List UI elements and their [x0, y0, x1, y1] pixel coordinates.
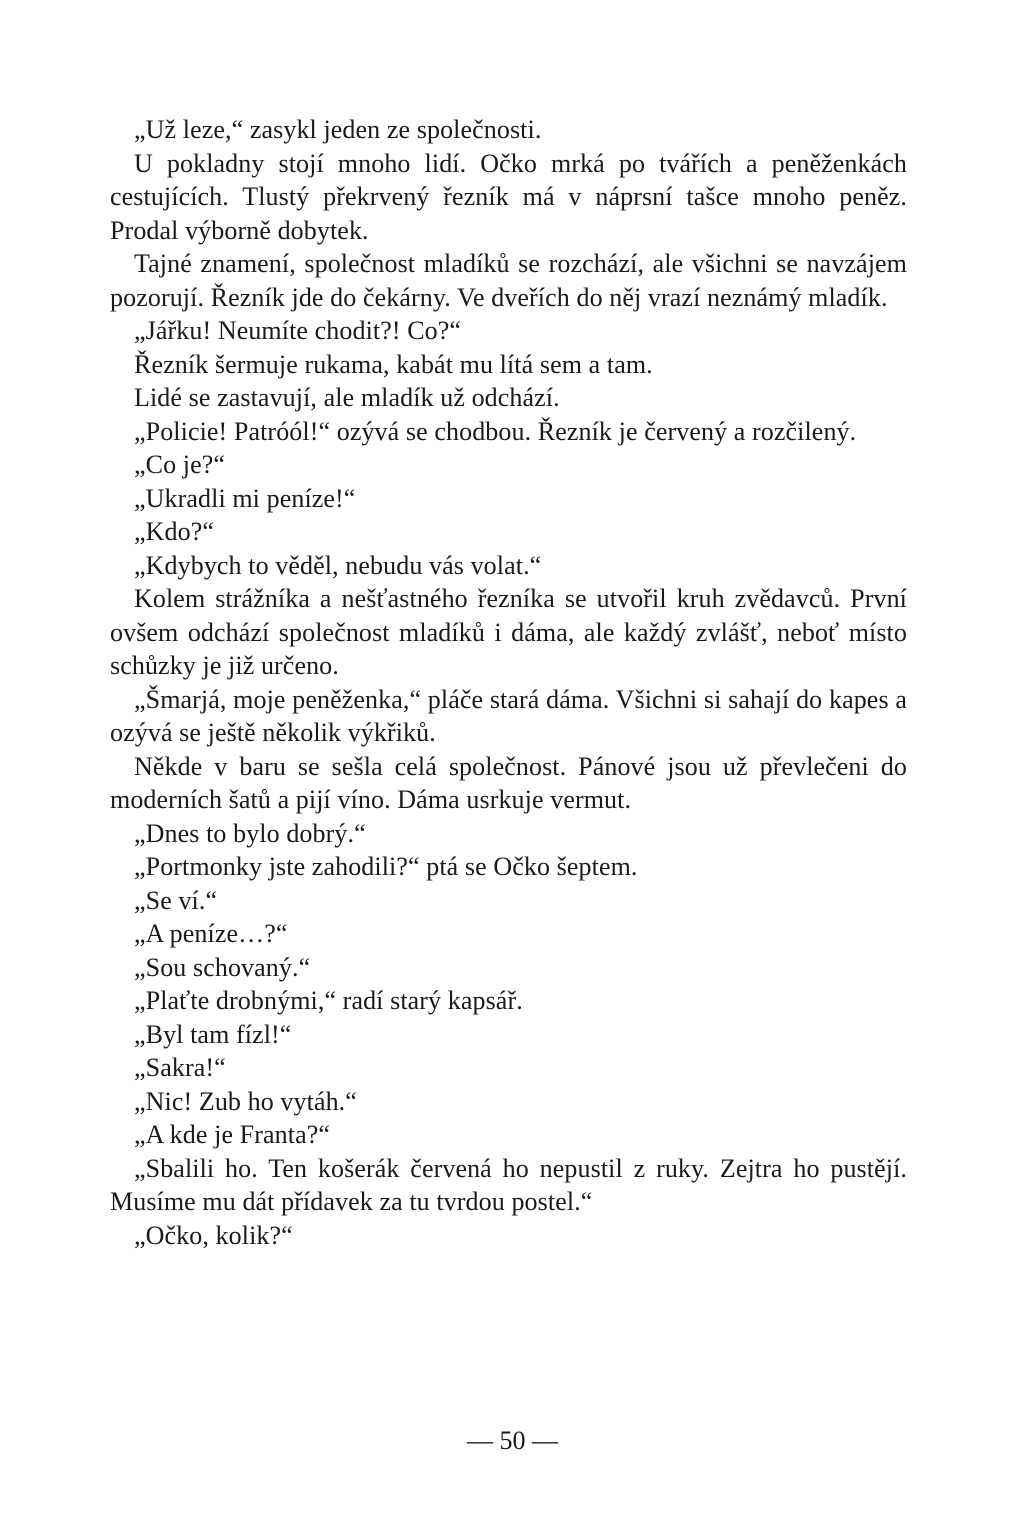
- paragraph: „Sbalili ho. Ten košerák červená ho nepustil z ruky. Zejtra ho pustějí. Musíme mu dát přídavek za tu tvrdou postel.“: [110, 1153, 907, 1216]
- page-number: — 50 —: [467, 1426, 558, 1455]
- paragraph: „Kdo?“: [134, 517, 214, 546]
- paragraph: „Ukradli mi peníze!“: [134, 483, 356, 513]
- paragraph: „Policie! Patróól!“ ozývá se chodbou. Řezník je červený a rozčilený.: [134, 416, 857, 446]
- paragraph: „Portmonky jste zahodili?“ ptá se Očko šeptem.: [134, 852, 638, 881]
- paragraph: „Kdybych to věděl, nebudu vás volat.“: [134, 550, 542, 580]
- paragraph: Tajné znamení, společnost mladíků se rozchází, ale všichni se navzájem pozorují. Řezník jde do čekárny. Ve dveřích do něj vrazí neznámý mladík.: [110, 249, 907, 312]
- paragraph: „Sou schovaný.“: [134, 952, 311, 982]
- paragraph: „A peníze…?“: [134, 919, 288, 948]
- paragraph: „Co je?“: [134, 450, 226, 479]
- paragraph: „Sakra!“: [134, 1053, 226, 1082]
- paragraph: „Plaťte drobnými,“ radí starý kapsář.: [134, 986, 523, 1015]
- paragraph: „Dnes to bylo dobrý.“: [134, 818, 366, 848]
- paragraph: „Očko, kolik?“: [134, 1220, 293, 1250]
- paragraph: „Už leze,“ zasykl jeden ze společnosti.: [134, 115, 542, 144]
- paragraph: „Jářku! Neumíte chodit?! Co?“: [134, 316, 462, 345]
- paragraph: Kolem strážníka a nešťastného řezníka se utvořil kruh zvědavců. První ovšem odchází společnost mladíků i dáma, ale každý zvlášť, neboť místo schůzky je již určeno.: [110, 584, 907, 680]
- paragraph: „Byl tam fízl!“: [134, 1019, 292, 1049]
- paragraph: „A kde je Franta?“: [134, 1120, 330, 1149]
- body-text: [110, 113, 907, 1252]
- paragraph: Řezník šermuje rukama, kabát mu lítá sem a tam.: [134, 349, 653, 379]
- paragraph: „Šmarjá, moje peněženka,“ pláče stará dáma. Všichni si sahají do kapes a ozývá se ještě několik výkřiků.: [110, 684, 907, 747]
- paragraph: Lidé se zastavují, ale mladík už odchází.: [134, 383, 560, 412]
- paragraph: U pokladny stojí mnoho lidí. Očko mrká po tvářích a peněženkách cestujících. Tlustý překrvený řezník má v náprsní tašce mnoho peněz. Prodal výborně dobytek.: [110, 148, 907, 245]
- paragraph: „Se ví.“: [134, 885, 218, 915]
- paragraph: „Nic! Zub ho vytáh.“: [134, 1086, 357, 1116]
- paragraph: Někde v baru se sešla celá společnost. Pánové jsou už převlečeni do moderních šatů a pijí víno. Dáma usrkuje vermut.: [110, 751, 907, 814]
